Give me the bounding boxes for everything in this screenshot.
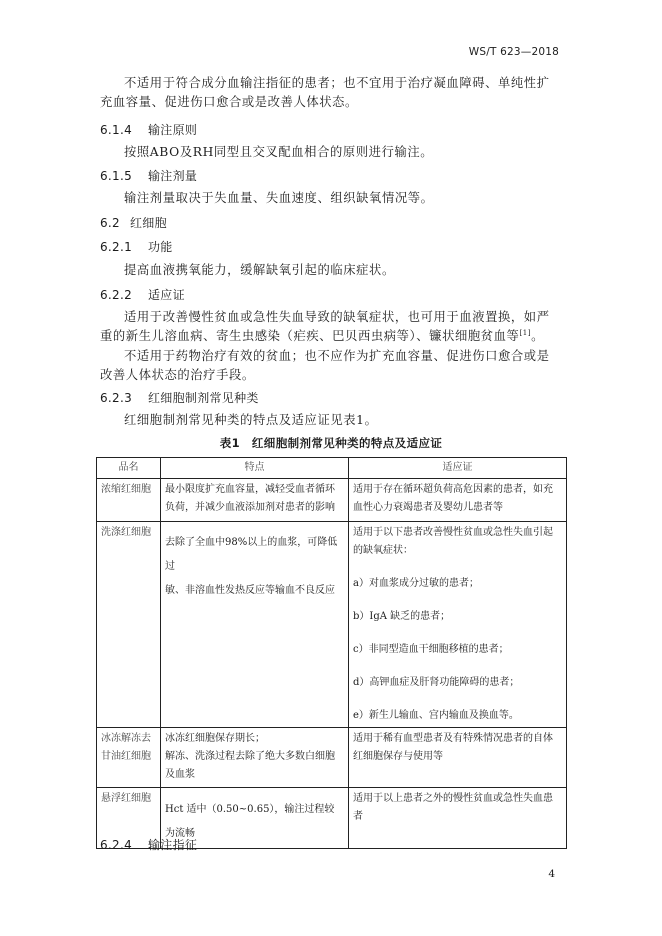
feature-line: 去除了全血中98%以上的血浆，可降低过 <box>165 537 338 572</box>
feature-line: 敏、非溶血性发热反应等输血不良反应 <box>165 585 335 596</box>
section-number: 6.1.5 <box>100 169 133 183</box>
section-number: 6.1.4 <box>100 123 133 137</box>
header-feature: 特点 <box>161 458 349 479</box>
section-title: 功能 <box>148 240 173 254</box>
table-row <box>97 522 567 728</box>
section-6-2-2-heading <box>100 286 185 303</box>
table-row <box>97 479 567 522</box>
indication-line: a）对血浆成分过敏的患者； <box>353 578 479 589</box>
product-name: 浓缩红细胞 <box>97 479 161 522</box>
product-name: 冰冻解冻去甘油红细胞 <box>97 728 161 788</box>
section-title: 输注剂量 <box>148 169 198 183</box>
section-6-2-1-heading <box>100 238 173 255</box>
citation-ref: [1] <box>519 328 532 337</box>
section-6-2-2-text-1 <box>100 308 562 346</box>
section-number: 6.2.2 <box>100 288 133 302</box>
section-title: 输注原则 <box>148 123 198 137</box>
product-feature <box>161 522 349 728</box>
page-number: 4 <box>548 868 555 880</box>
section-number: 6.2.3 <box>100 391 133 405</box>
product-indication: 适用于稀有血型患者及有特殊情况患者的自体红细胞保存与使用等 <box>349 728 567 788</box>
indication-line: e）新生儿输血、宫内输血及换血等。 <box>353 710 519 721</box>
section-6-1-4-heading <box>100 121 197 138</box>
indication-line: d）高钾血症及肝肾功能障碍的患者； <box>353 677 520 688</box>
product-indication: 适用于以上患者之外的慢性贫血或急性失血患者 <box>349 788 567 849</box>
product-indication: 适用于存在循环超负荷高危因素的患者，如充血性心力衰竭患者及婴幼儿患者等 <box>349 479 567 522</box>
section-title: 输注指征 <box>148 838 198 852</box>
product-name: 洗涤红细胞 <box>97 522 161 728</box>
section-6-2-heading <box>100 214 167 231</box>
product-name: 悬浮红细胞 <box>97 788 161 849</box>
section-number: 6.2.1 <box>100 240 133 254</box>
section-6-2-3-heading <box>100 389 259 406</box>
section-title: 红细胞 <box>130 216 167 230</box>
section-6-1-5-heading <box>100 167 197 184</box>
section-6-2-2-text-2: 不适用于药物治疗有效的贫血；也不应作为扩充血容量、促进伤口愈合或是改善人体状态的治疗手段。 <box>100 349 550 382</box>
section-6-1-4-text: 按照ABO及RH同型且交叉配血相合的原则进行输注。 <box>124 145 434 159</box>
indication-line: 适用于以下患者改善慢性贫血或急性失血引起的缺氧症状： <box>353 527 553 556</box>
paragraph-text: 适用于改善慢性贫血或急性失血导致的缺氧症状，也可用于血液置换，如严重的新生儿溶血病、寄生虫感染（疟疾、巴贝西虫病等）、镰状细胞贫血等 <box>100 310 550 343</box>
paragraph-end: 。 <box>531 329 545 343</box>
standard-code: WS/T 623—2018 <box>468 46 559 58</box>
section-title: 适应证 <box>148 288 185 302</box>
table-header-row <box>97 458 567 479</box>
product-feature: Hct 适中（0.50~0.65），输注过程较为流畅 <box>161 788 349 849</box>
section-6-2-1-text: 提高血液携氧能力，缓解缺氧引起的临床症状。 <box>124 263 395 277</box>
feature-line: 冰冻红细胞保存期长； <box>165 733 265 744</box>
product-feature <box>161 728 349 788</box>
section-6-2-4-heading <box>100 836 197 853</box>
table-row <box>97 728 567 788</box>
section-6-1-5-text: 输注剂量取决于失血量、失血速度、组织缺氧情况等。 <box>124 191 434 205</box>
red-cell-products-table <box>96 457 567 849</box>
header-name: 品名 <box>97 458 161 479</box>
table-caption: 表1 红细胞制剂常见种类的特点及适应证 <box>219 436 443 450</box>
section-number: 6.2.4 <box>100 838 133 852</box>
section-number: 6.2 <box>100 216 120 230</box>
product-indication <box>349 522 567 728</box>
indication-line: c）非同型造血干细胞移植的患者； <box>353 644 509 655</box>
section-6-2-3-text: 红细胞制剂常见种类的特点及适应证见表1。 <box>124 413 378 427</box>
feature-line: 解冻、洗涤过程去除了绝大多数白细胞及血浆 <box>165 751 335 780</box>
section-title: 红细胞制剂常见种类 <box>148 391 259 405</box>
intro-paragraph: 不适用于符合成分血输注指征的患者；也不宜用于治疗凝血障碍、单纯性扩充血容量、促进伤口愈合或是改善人体状态。 <box>100 76 550 109</box>
product-feature: 最小限度扩充血容量，减轻受血者循环负荷，并减少血液添加剂对患者的影响 <box>161 479 349 522</box>
indication-line: b）IgA 缺乏的患者； <box>353 611 451 622</box>
header-indication: 适应证 <box>349 458 567 479</box>
